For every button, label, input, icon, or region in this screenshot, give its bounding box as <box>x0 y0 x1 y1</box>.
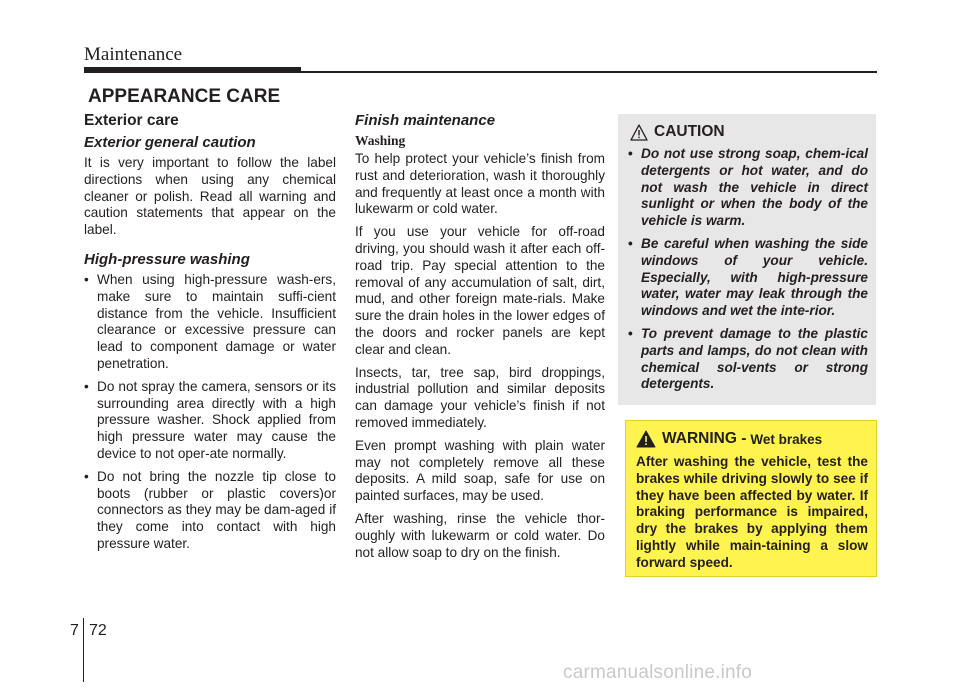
paragraph-general-caution: It is very important to follow the label directions when using any chemical cleaner or polish. Read all warning and caution statements that appear on the label. <box>84 155 336 238</box>
caution-box <box>618 114 876 405</box>
column-exterior-care <box>84 112 336 559</box>
heading-finish-maintenance: Finish maintenance <box>355 112 496 129</box>
warning-triangle-icon <box>636 430 656 448</box>
warning-box <box>625 420 877 577</box>
list-item: • Do not spray the camera, sensors or its surrounding area directly with a high pressure washer. Shock applied from high pressure water may cause the device to not oper-ate normally. <box>84 379 336 463</box>
caution-list <box>628 146 868 399</box>
list-item: • When using high-pressure wash-ers, make sure to maintain suffi-cient distance from the vehicle. Insufficient clearance or excessive pressure can lead to component damage or water penetration. <box>84 272 336 373</box>
warning-header <box>636 429 822 449</box>
subheading-general-caution: Exterior general caution <box>84 134 256 151</box>
chapter-number: 7 <box>70 622 79 639</box>
page-number-divider <box>83 618 84 682</box>
paragraph: After washing, rinse the vehicle thor-oughly with lukewarm or cold water. Do not allow soap to dry on the finish. <box>355 510 605 560</box>
warning-subtitle: Wet brakes <box>750 431 823 447</box>
subheading-high-pressure: High-pressure washing <box>84 250 250 268</box>
warning-triangle-icon <box>630 124 648 141</box>
page-header-title: Maintenance <box>84 44 183 65</box>
section-title: APPEARANCE CARE <box>88 86 281 107</box>
high-pressure-list <box>84 272 336 553</box>
caution-title: CAUTION <box>654 123 725 140</box>
warning-body: After washing the vehicle, test the brakes while driving slowly to see if they have been affected by water. If braking performance is impaired, dry the brakes by applying them lightly while main-taining a slow forward speed. <box>636 454 868 570</box>
header-bar-thick <box>84 67 301 73</box>
page-number: 72 <box>89 622 107 639</box>
list-item: • Do not use strong soap, chem-ical detergents or hot water, and do not wash the vehicle in direct sunlight or when the body of the vehicle is warm. <box>628 146 868 230</box>
heading-exterior-care: Exterior care <box>84 112 179 129</box>
list-item: • Be careful when washing the side windows of your vehicle. Especially, with high-pressure water, water may leak through the windows and wet the inte-rior. <box>628 236 868 320</box>
warning-label: WARNING - <box>662 430 747 447</box>
paragraph: If you use your vehicle for off-road driving, you should wash it after each off-road trip. Pay special attention to the removal of any accumulation of salt, dirt, mud, and other foreign mate-rials. Make sure the drain holes in the lower edges of the doors and rocker panels are kept clear and clean. <box>355 224 605 357</box>
watermark: carmanualsonline.info <box>563 662 753 683</box>
paragraph: Even prompt washing with plain water may not completely remove all these deposits. A mild soap, safe for use on painted surfaces, may be used. <box>355 437 605 504</box>
list-item: • To prevent damage to the plastic parts and lamps, do not clean with chemical sol-vents or strong detergents. <box>628 326 868 393</box>
list-item: • Do not bring the nozzle tip close to boots (rubber or plastic covers)or connectors as they may be dam-aged if they come into contact with high pressure water. <box>84 469 336 553</box>
paragraph: To help protect your vehicle’s finish from rust and deterioration, wash it thoroughly and frequently at least once a month with lukewarm or cold water. <box>355 151 605 217</box>
column-finish-maintenance <box>355 112 605 567</box>
caution-header <box>630 122 725 142</box>
subheading-washing: Washing <box>355 133 406 148</box>
paragraph: Insects, tar, tree sap, bird droppings, industrial pollution and similar deposits can damage your vehicle’s finish if not removed immediately. <box>355 364 605 430</box>
header-rule <box>301 71 877 73</box>
